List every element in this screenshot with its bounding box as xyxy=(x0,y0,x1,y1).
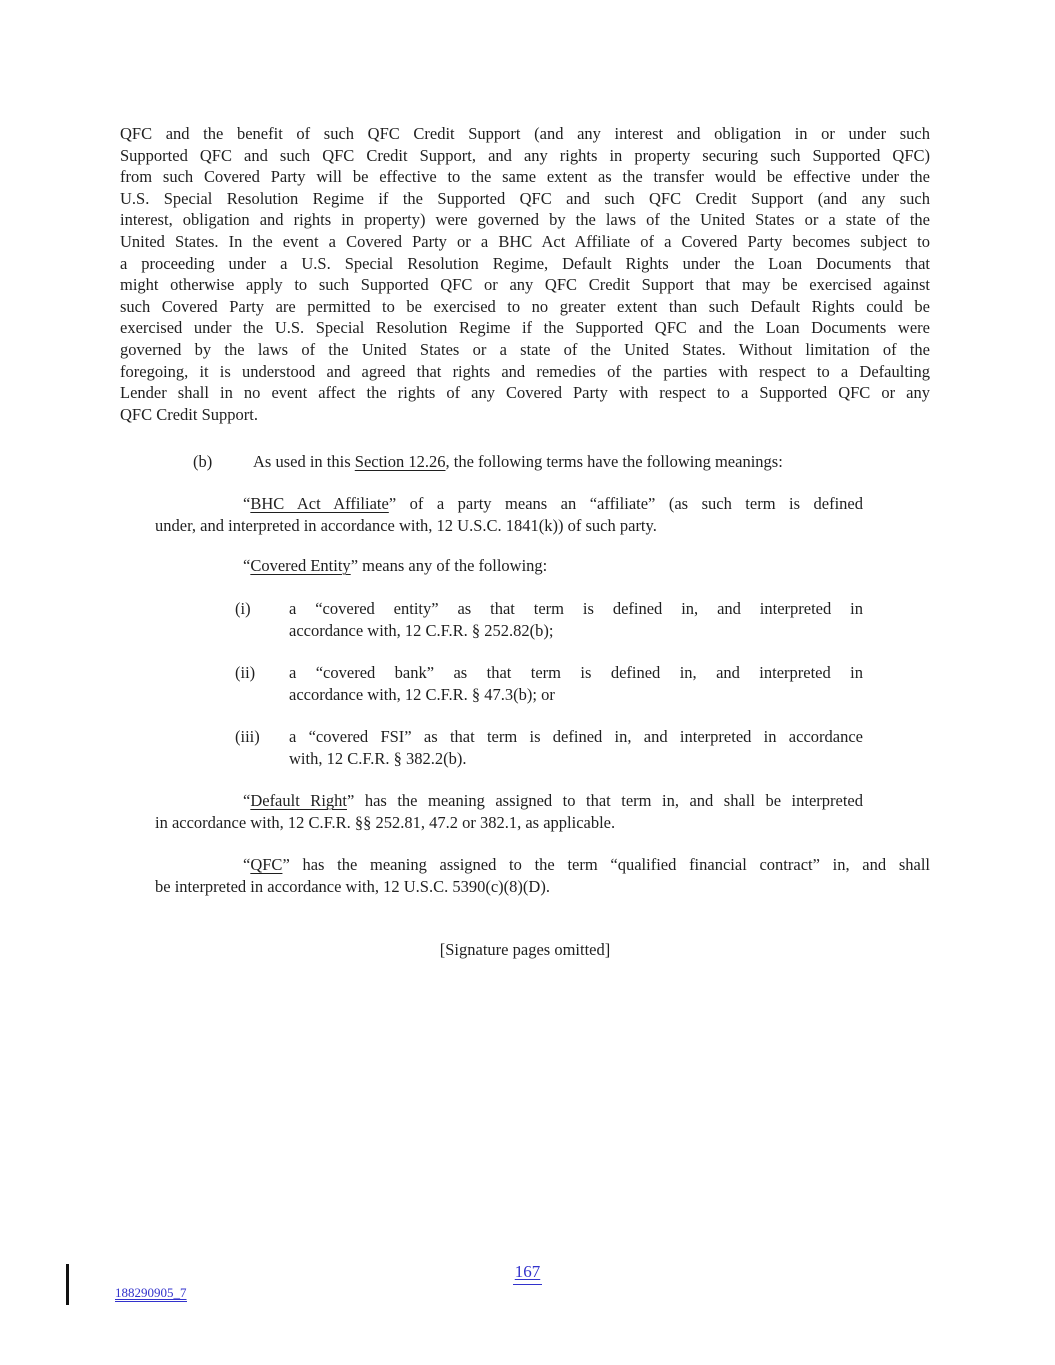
text-line xyxy=(120,123,930,145)
text-line xyxy=(155,493,863,515)
text-line xyxy=(289,684,863,706)
text-segment: accordance with, 12 C.F.R. § 252.82(b); xyxy=(289,620,554,640)
text-segment: from such Covered Party will be effective to the same extent as the transfer would be effective under the xyxy=(120,167,930,187)
list-item-iii-covered-fsi-label: (iii) xyxy=(235,727,260,746)
list-item-ii-covered-bank xyxy=(235,662,863,705)
text-segment: exercised under the U.S. Special Resolution Regime if the Supported QFC and the Loan Documents were xyxy=(120,318,930,338)
underlined-term: QFC xyxy=(250,855,283,874)
text-line xyxy=(253,451,930,473)
text-line xyxy=(289,662,863,684)
underlined-term: BHC Act Affiliate xyxy=(250,494,389,513)
text-line xyxy=(155,790,863,812)
text-line xyxy=(289,748,863,770)
text-line xyxy=(289,620,863,642)
underlined-term: Default Right xyxy=(250,791,347,810)
text-segment: in accordance with, 12 C.F.R. §§ 252.81, 47.2 or 382.1, as applicable. xyxy=(155,812,616,832)
text-segment: with, 12 C.F.R. § 382.2(b). xyxy=(289,748,467,768)
text-line xyxy=(120,296,930,318)
text-segment: ” has the meaning assigned to the term “qualified financial contract” in, and shall xyxy=(282,855,930,874)
text-line xyxy=(155,854,930,876)
definition-qfc xyxy=(155,854,930,897)
text-segment: QFC Credit Support. xyxy=(120,404,258,424)
list-item-iii-covered-fsi xyxy=(235,726,863,769)
text-segment: U.S. Special Resolution Regime if the Supported QFC and such QFC Credit Support (and any such xyxy=(120,188,930,208)
underlined-term: Section 12.26 xyxy=(354,452,446,471)
text-segment: a proceeding under a U.S. Special Resolution Regime, Default Rights under the Loan Documents that xyxy=(120,253,930,273)
text-segment: interest, obligation and rights in property) were governed by the laws of the United States or a state of the xyxy=(120,210,930,230)
text-line xyxy=(120,274,930,296)
page-number-row xyxy=(0,1262,1055,1285)
text-segment: under, and interpreted in accordance with, 12 U.S.C. 1841(k)) of such party. xyxy=(155,515,657,535)
text-segment: ” of a party means an “affiliate” (as such term is defined xyxy=(388,494,863,513)
text-segment: a “covered FSI” as that term is defined in, and interpreted in accordance xyxy=(289,727,863,746)
text-segment: accordance with, 12 C.F.R. § 47.3(b); or xyxy=(289,684,555,704)
text-segment: Supported QFC and such QFC Credit Support, and any rights in property securing such Supported QFC) xyxy=(120,145,930,165)
text-segment: a “covered entity” as that term is defined in, and interpreted in xyxy=(289,599,863,618)
definition-default-right xyxy=(155,790,863,833)
text-line xyxy=(120,253,930,275)
paragraph-b-intro-label: (b) xyxy=(193,452,213,471)
text-line xyxy=(155,515,863,537)
text-line xyxy=(155,876,930,898)
paragraph-qfc-transfer xyxy=(120,123,930,425)
text-segment: As used in this xyxy=(253,452,355,471)
text-line xyxy=(155,812,863,834)
text-segment: , the following terms have the following meanings: xyxy=(445,452,783,471)
text-segment: “ xyxy=(243,791,251,810)
text-line xyxy=(120,361,930,383)
text-segment: “ xyxy=(243,855,251,874)
text-line xyxy=(120,209,930,231)
text-segment: ” has the meaning assigned to that term in, and shall be interpreted xyxy=(347,791,863,810)
text-line xyxy=(120,231,930,253)
list-item-i-covered-entity-label: (i) xyxy=(235,599,251,618)
text-line xyxy=(120,404,930,426)
definition-covered-entity xyxy=(155,555,863,577)
text-segment: might otherwise apply to such Supported QFC or any QFC Credit Support that may be exercised against xyxy=(120,275,930,295)
text-segment: governed by the laws of the United States or a state of the United States. Without limitation of the xyxy=(120,339,930,359)
text-segment: United States. In the event a Covered Party or a BHC Act Affiliate of a Covered Party becomes subject to xyxy=(120,231,930,251)
text-line xyxy=(120,317,930,339)
text-line xyxy=(289,598,863,620)
text-segment: a “covered bank” as that term is defined in, and interpreted in xyxy=(289,663,863,682)
list-item-ii-covered-bank-label: (ii) xyxy=(235,663,256,682)
text-segment: ” means any of the following: xyxy=(350,556,548,575)
text-segment: “ xyxy=(243,494,251,513)
text-line xyxy=(120,188,930,210)
text-line xyxy=(155,555,863,577)
text-segment: Lender shall in no event affect the rights of any Covered Party with respect to a Supported QFC or any xyxy=(120,383,930,403)
page-number-link[interactable]: 167 xyxy=(513,1262,543,1285)
text-segment: “ xyxy=(243,556,251,575)
text-segment: be interpreted in accordance with, 12 U.S.C. 5390(c)(8)(D). xyxy=(155,876,550,896)
signature-note: [Signature pages omitted] xyxy=(439,940,611,959)
paragraph-b-intro xyxy=(193,451,930,473)
underlined-term: Covered Entity xyxy=(250,556,351,575)
list-item-i-covered-entity xyxy=(235,598,863,641)
text-segment: foregoing, it is understood and agreed that rights and remedies of the parties with respect to a Defaulting xyxy=(120,361,930,381)
doc-id-link[interactable]: 188290905_7 xyxy=(115,1285,187,1300)
text-segment: such Covered Party are permitted to be exercised to no greater extent than such Default Rights could be xyxy=(120,296,930,316)
text-line xyxy=(120,339,930,361)
text-line xyxy=(120,145,930,167)
text-line xyxy=(120,166,930,188)
definition-bhc-act-affiliate xyxy=(155,493,863,536)
text-line xyxy=(120,382,930,404)
text-segment: QFC and the benefit of such QFC Credit Support (and any interest and obligation in or under such xyxy=(120,124,930,143)
text-line xyxy=(289,726,863,748)
